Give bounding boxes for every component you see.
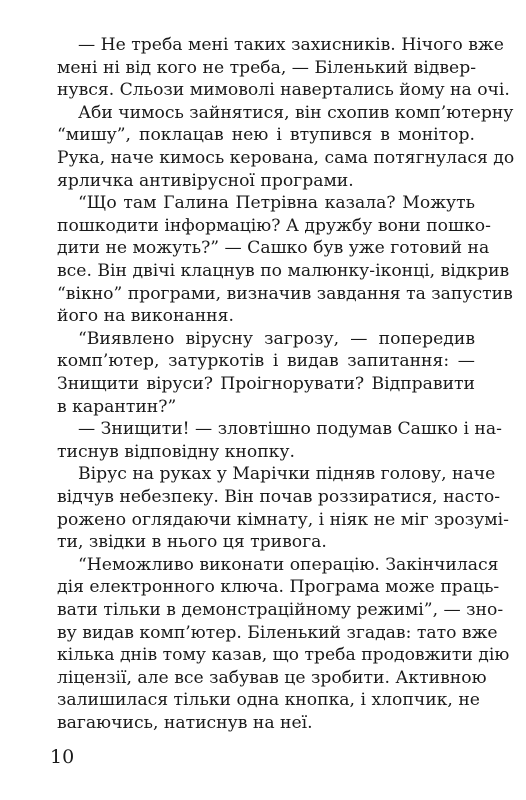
text-line: ярличка антивірусної програми. [57,170,354,191]
text-line: нувся. Сльози мимоволі навертались йому на очі. [57,80,510,101]
text-line: ліцензії, але все забував це зробити. Активною [57,667,487,688]
text-line: Знищити віруси? Проігнорувати? Відправити [57,374,475,394]
text-line: залишилася тільки одна кнопка, і хлопчик, не [57,690,480,711]
text-line: тиснув відповідну кнопку. [57,441,295,462]
text-line: — Не треба мені таких захисників. Нічого вже [78,35,504,55]
text-line: його на виконання. [57,306,234,327]
text-line: дія електронного ключа. Програма може праць- [57,577,500,598]
text-line: комп’ютер, затуркотів і видав запитання: — [57,351,475,372]
page-number: 10 [50,746,75,768]
text-line: Аби чимось зайнятися, він схопив комп’ютерну [78,102,514,123]
text-line: рожено оглядаючи кімнату, і ніяк не міг зрозумі- [57,509,509,530]
text-line: дити не можуть?” — Сашко був уже готовий на [57,238,490,259]
text-line: “вікно” програми, визначив завдання та запустив [57,283,513,304]
text-line: “Що там Галина Петрівна казала? Можуть [78,193,475,214]
text-line: “Виявлено вірусну загрозу, — попередив [78,328,475,349]
text-line: кілька днів тому казав, що треба продовжити дію [57,645,510,666]
text-line: мені ні від кого не треба, — Біленький відвер- [57,57,477,78]
text-line: в карантин?” [57,396,177,417]
text-line: Вірус на руках у Марічки підняв голову, наче [78,464,496,485]
text-line: — Знищити! — зловтішно подумав Сашко і на- [78,419,502,440]
text-line: пошкодити інформацію? А дружбу вони пошко- [57,215,491,236]
text-line: все. Він двічі клацнув по малюнку-іконці, відкрив [57,261,510,281]
text-line: вагаючись, натиснув на неї. [57,713,313,733]
text-line: Рука, наче кимось керована, сама потягнулася до [57,148,515,168]
text-line: ву видав комп’ютер. Біленький згадав: тато вже [57,622,498,643]
text-line: відчув небезпеку. Він почав роззиратися, насто- [57,487,501,507]
text-line: вати тільки в демонстраційному режимі”, — зно- [57,600,504,620]
text-line: ти, звідки в нього ця тривога. [57,532,327,553]
text-line: “мишу”, поклацав нею і втупився в монітор. [57,125,475,146]
text-line: “Неможливо виконати операцію. Закінчилася [78,554,499,575]
